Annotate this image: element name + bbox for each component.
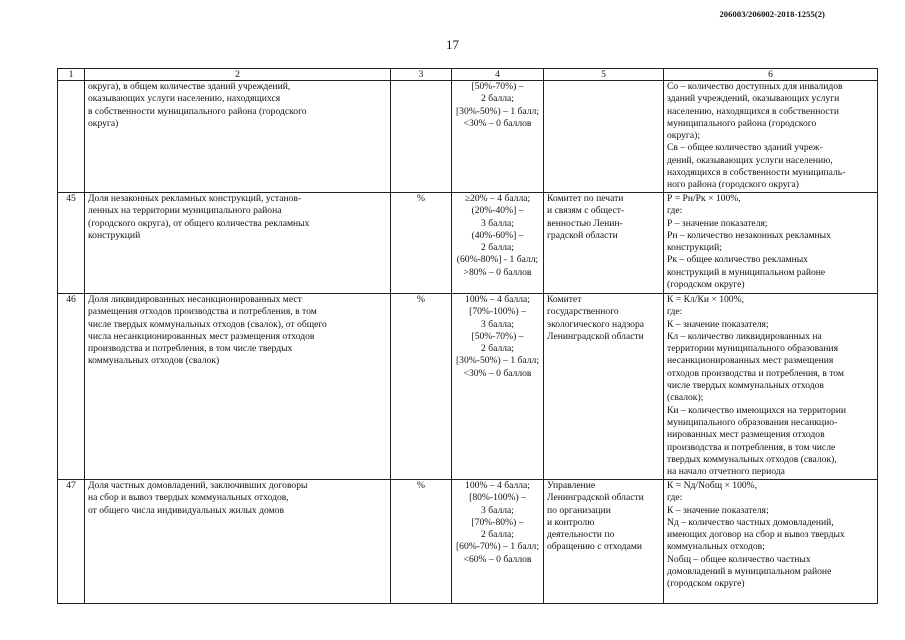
scores-cell: [50%-70%) – 2 балла; [30%-50%) – 1 балл; <30% – 0 баллов: [452, 81, 544, 193]
unit-cell: %: [391, 193, 452, 294]
source-cell: Комитет государственного экологического надзора Ленинградской области: [544, 294, 664, 480]
indicator-cell: Доля незаконных рекламных конструкций, установ- ленных на территории муниципального района (городского округа), от общего количества рекламных конструкций: [85, 193, 391, 294]
indicator-cell: Доля ликвидированных несанкционированных мест размещения отходов производства и потребления, в том числе твердых коммунальных отходов (свалок), от общего числа несанкционированных мест размещения отходов производства и потребления, в том числе твердых коммунальных отходов (свалок): [85, 294, 391, 480]
unit-cell: [391, 81, 452, 193]
table-row: [58, 480, 878, 604]
unit-cell: %: [391, 294, 452, 480]
formula-cell: Р = Рн/Рк × 100%, где: Р – значение показателя; Рн – количество незаконных рекламных конструкций; Рк – общее количество рекламных конструкций в муниципальном районе (городском округе): [664, 193, 878, 294]
indicators-table: [57, 68, 878, 604]
page-number: 17: [446, 37, 459, 52]
source-cell: Комитет по печати и связям с общест- венностью Ленин- градской области: [544, 193, 664, 294]
table-row: [58, 81, 878, 193]
row-number-cell: 46: [58, 294, 85, 480]
formula-cell: К = Кл/Ки × 100%, где: К – значение показателя; Кл – количество ликвидированных на территории муниципального образования несанкционированных мест размещения отходов производства и потребления, в том числе твердых коммунальных отходов (свалок); Ки – количество имеющихся на территории муниципального образования несанкцио- нированных мест размещения отходов производства и потребления, в том числе твердых коммунальных отходов (свалок), на начало отчетного периода: [664, 294, 878, 480]
unit-cell: %: [391, 480, 452, 604]
column-header: 5: [544, 69, 664, 81]
source-cell: Управление Ленинградской области по организации и контролю деятельности по обращению с отходами: [544, 480, 664, 604]
row-number-cell: 45: [58, 193, 85, 294]
formula-cell: К = Nд/Nобщ × 100%, где: К – значение показателя; Nд – количество частных домовладений, имеющих договор на сбор и вывоз твердых коммунальных отходов; Nобщ – общее количество частных домовладений в муниципальном районе (городском округе): [664, 480, 878, 604]
scores-cell: ≥20% – 4 балла; (20%-40%] – 3 балла; (40%-60%] – 2 балла; (60%-80%] - 1 балл; >80% – 0 баллов: [452, 193, 544, 294]
scores-cell: 100% – 4 балла; [70%-100%) – 3 балла; [50%-70%) – 2 балла; [30%-50%) – 1 балл; <30% – 0 баллов: [452, 294, 544, 480]
source-cell: [544, 81, 664, 193]
column-header: 1: [58, 69, 85, 81]
column-header: 3: [391, 69, 452, 81]
table-header-row: [58, 69, 878, 81]
indicator-cell: округа), в общем количестве зданий учреждений, оказывающих услуги населению, находящихся в собственности муниципального района (городского округа): [85, 81, 391, 193]
table-row: [58, 193, 878, 294]
table-row: [58, 294, 878, 480]
scores-cell: 100% – 4 балла; [80%-100%) – 3 балла; [70%-80%) – 2 балла; [60%-70%) – 1 балл; <60% – 0 баллов: [452, 480, 544, 604]
document-code: 206003/206002-2018-1255(2): [719, 9, 825, 19]
row-number-cell: [58, 81, 85, 193]
column-header: 4: [452, 69, 544, 81]
indicator-cell: Доля частных домовладений, заключивших договоры на сбор и вывоз твердых коммунальных отходов, от общего числа индивидуальных жилых домов: [85, 480, 391, 604]
column-header: 2: [85, 69, 391, 81]
column-header: 6: [664, 69, 878, 81]
formula-cell: Со – количество доступных для инвалидов зданий учреждений, оказывающих услуги населению, находящихся в собственности муниципального района (городского округа); Св – общее количество зданий учреж- дений, оказывающих услуги населению, находящихся в собственности муниципаль- ного района (городского округа): [664, 81, 878, 193]
row-number-cell: 47: [58, 480, 85, 604]
